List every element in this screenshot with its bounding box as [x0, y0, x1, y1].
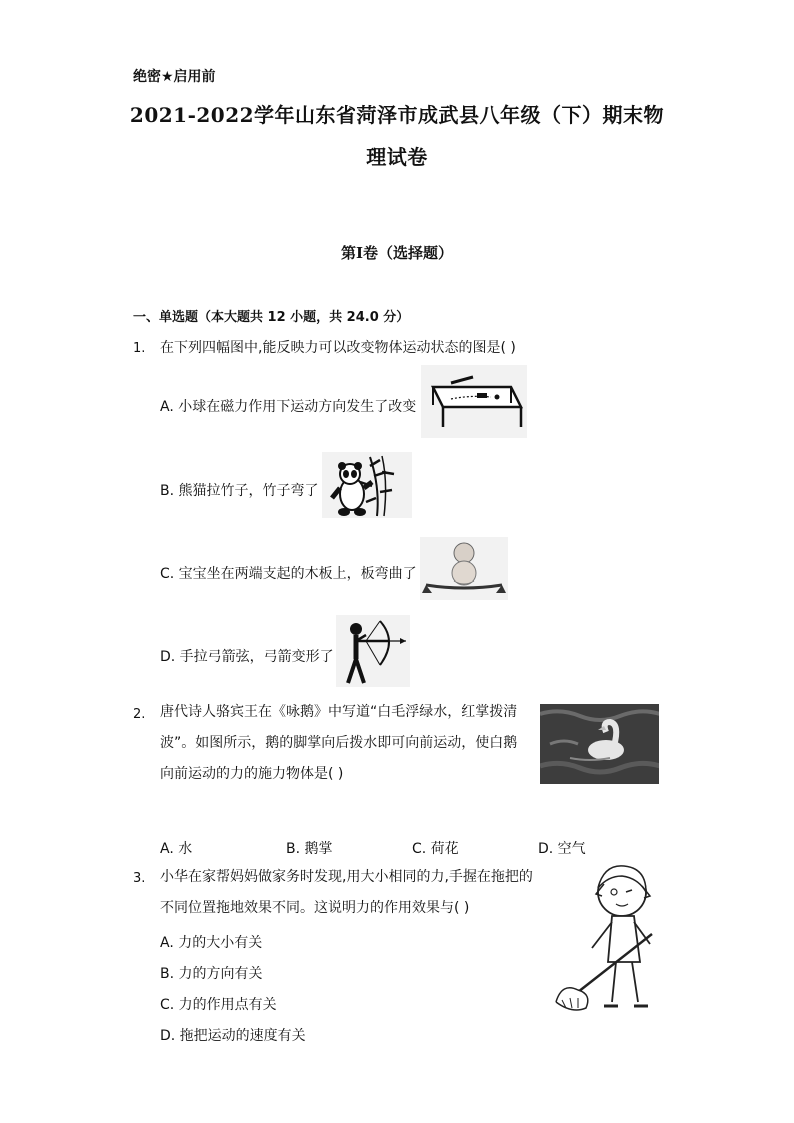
question-2-option-c: C. 荷花 — [412, 841, 459, 857]
question-2-option-d: D. 空气 — [538, 841, 586, 857]
question-3-text-line-2: 不同位置拖地效果不同。这说明力的作用效果与( ) — [160, 900, 470, 916]
question-1-number: 1. — [133, 341, 146, 356]
baby-on-board-image — [420, 537, 508, 600]
archer-bow-image — [336, 615, 410, 687]
section-title: 第Ⅰ卷（选择题） — [340, 244, 454, 262]
question-2-number: 2. — [133, 707, 146, 722]
confidential-label: 绝密★启用前 — [133, 69, 216, 85]
question-3-option-c: C. 力的作用点有关 — [160, 997, 277, 1013]
question-2-option-b: B. 鹅掌 — [286, 841, 333, 857]
girl-mopping-image — [552, 862, 662, 1014]
question-3-option-d: D. 拖把运动的速度有关 — [160, 1028, 306, 1044]
part-title: 一、单选题（本大题共 12 小题，共 24.0 分） — [133, 310, 410, 325]
exam-title-line-2: 理试卷 — [366, 145, 428, 169]
question-1-option-b: B. 熊猫拉竹子，竹子弯了 — [160, 483, 319, 499]
question-1-text: 在下列四幅图中,能反映力可以改变物体运动状态的图是( ) — [160, 340, 516, 356]
question-3-option-b: B. 力的方向有关 — [160, 966, 263, 982]
panda-bamboo-image — [322, 452, 412, 518]
question-1-option-c: C. 宝宝坐在两端支起的木板上，板弯曲了 — [160, 566, 417, 582]
question-3-text-line-1: 小华在家帮妈妈做家务时发现,用大小相同的力,手握在拖把的 — [160, 869, 533, 885]
question-2-text-line-3: 向前运动的力的施力物体是( ) — [160, 766, 344, 782]
question-1-option-a: A. 小球在磁力作用下运动方向发生了改变 — [160, 399, 417, 415]
question-2-option-a: A. 水 — [160, 841, 193, 857]
goose-swimming-image — [540, 704, 659, 784]
question-2-text-line-2: 波”。如图所示，鹅的脚掌向后拨水即可向前运动，使白鹅 — [160, 735, 518, 751]
magnet-ball-table-image — [421, 365, 527, 438]
question-3-option-a: A. 力的大小有关 — [160, 935, 263, 951]
question-1-option-d: D. 手拉弓箭弦，弓箭变形了 — [160, 649, 334, 665]
question-3-number: 3. — [133, 871, 146, 886]
question-2-text-line-1: 唐代诗人骆宾王在《咏鹅》中写道“白毛浮绿水，红掌拨清 — [160, 704, 518, 720]
exam-title-line-1: 2021-2022学年山东省菏泽市成武县八年级（下）期末物 — [129, 103, 665, 127]
